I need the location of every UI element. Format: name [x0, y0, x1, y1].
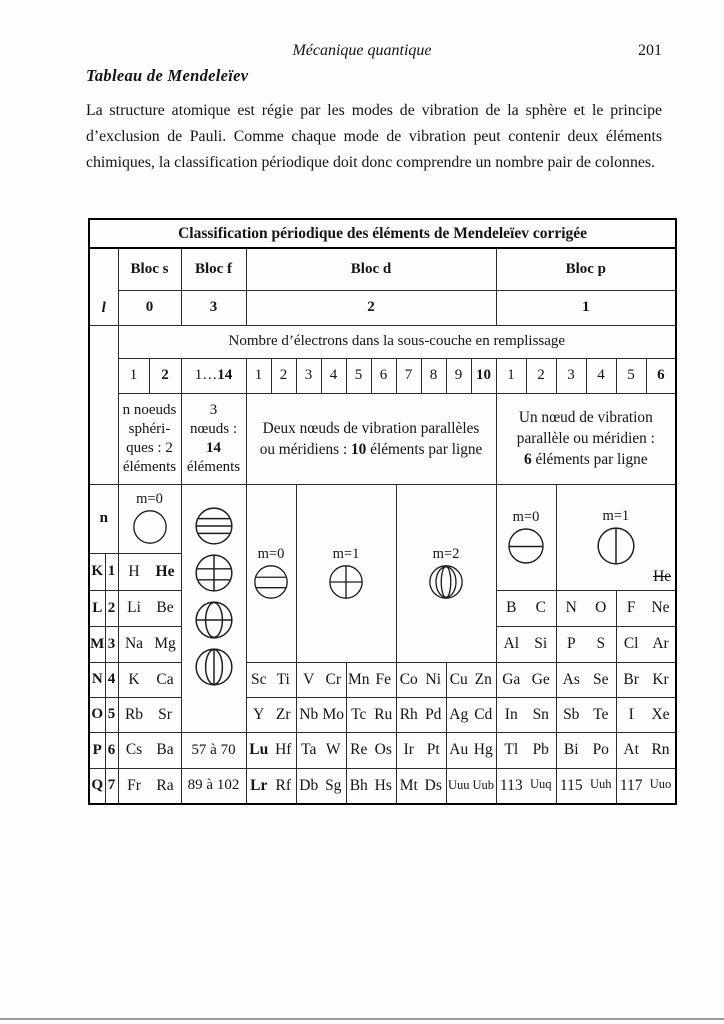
count-p: 1 — [496, 358, 526, 393]
d-element-pair — [346, 697, 396, 732]
element-symbol: Ne — [651, 599, 670, 616]
element-symbol: Na — [124, 635, 144, 652]
d-element-pair — [296, 732, 346, 768]
d-element-pair — [446, 732, 496, 768]
element-symbol: Uuh — [589, 776, 612, 791]
p-element-pair — [556, 768, 616, 804]
count-f-pre: 1… — [194, 367, 218, 383]
d-element-pair — [246, 697, 296, 732]
p-element-pair — [496, 626, 556, 662]
f-modes-cell — [181, 484, 246, 732]
element-symbol: Ga — [502, 670, 521, 688]
d-element-pair — [296, 697, 346, 732]
element-symbol: Ta — [301, 741, 317, 758]
sphere-plain-icon — [131, 508, 169, 546]
element-symbol: In — [504, 705, 518, 723]
count-d: 8 — [421, 358, 446, 393]
count-s-2: 2 — [149, 358, 181, 393]
section-heading: Tableau de Mendeleïev — [86, 66, 249, 85]
bloc-p-header: Bloc p — [496, 248, 676, 290]
sphere-1-parallel-icon — [506, 526, 546, 566]
element-symbol: Ge — [531, 670, 550, 688]
d-element-pair — [296, 662, 346, 697]
count-s-1: 1 — [118, 358, 149, 393]
element-symbol: Cl — [623, 635, 639, 652]
p-element-pair — [616, 590, 676, 626]
desc-s-line: ques : 2 — [126, 439, 173, 456]
sphere-2-parallels-1-meridian-icon — [193, 552, 235, 594]
m0-label: m=0 — [512, 508, 540, 525]
element-symbol: Pd — [425, 705, 442, 723]
element-symbol: Rn — [651, 741, 670, 758]
element-symbol: 117 — [619, 776, 643, 794]
p-mode-m1-cell — [556, 484, 676, 590]
element-symbol: Te — [593, 705, 609, 723]
l-row-label: l — [89, 248, 118, 325]
element-symbol: H — [128, 562, 140, 580]
element-symbol: Br — [623, 670, 639, 688]
sphere-2-parallels-icon — [252, 563, 290, 601]
desc-p-line2: parallèle ou méridien : — [516, 430, 655, 447]
element-symbol: Pt — [426, 741, 440, 758]
shell-number: 1 — [105, 553, 118, 590]
element-symbol: Db — [299, 776, 319, 794]
p-element-pair — [616, 626, 676, 662]
p-element-pair — [616, 768, 676, 804]
element-symbol: Ra — [156, 776, 174, 794]
element-symbol: Pb — [532, 741, 549, 758]
element-symbol: Xe — [651, 705, 670, 723]
shell-number: 6 — [105, 732, 118, 768]
d-element-pair — [396, 697, 446, 732]
count-d: 5 — [346, 358, 371, 393]
p-element-pair — [496, 732, 556, 768]
element-symbol: Li — [127, 599, 141, 616]
shell-letter: L — [89, 590, 105, 626]
d-element-pair — [396, 662, 446, 697]
element-symbol: Ti — [276, 670, 290, 688]
element-symbol: S — [596, 635, 606, 652]
page-number: 201 — [638, 42, 662, 59]
sphere-2-meridians-icon — [427, 563, 465, 601]
s-elements-row — [118, 697, 181, 732]
f-range-actinides: 89 à 102 — [181, 768, 246, 804]
p-element-pair — [616, 697, 676, 732]
element-symbol: Ar — [652, 635, 669, 652]
element-symbol: Y — [253, 705, 265, 723]
d-element-pair — [346, 662, 396, 697]
element-symbol: Tl — [504, 741, 519, 758]
p-element-pair — [556, 697, 616, 732]
element-symbol: Re — [350, 741, 368, 758]
s-elements-row — [118, 626, 181, 662]
p-mode-m0-cell — [496, 484, 556, 590]
mendeleev-table — [88, 218, 677, 805]
subshell-header: Nombre d’électrons dans la sous-couche en remplissage — [118, 325, 676, 358]
count-p: 5 — [616, 358, 646, 393]
element-symbol: Bi — [563, 741, 579, 758]
element-symbol: Sb — [563, 705, 580, 723]
count-d: 6 — [371, 358, 396, 393]
count-p: 2 — [526, 358, 556, 393]
element-symbol: Ru — [374, 705, 393, 723]
d-element-pair — [346, 732, 396, 768]
count-f — [181, 358, 246, 393]
table-title: Classification périodique des éléments de Mendeleïev corrigée — [89, 219, 676, 248]
shell-letter: N — [89, 662, 105, 697]
count-d: 2 — [271, 358, 296, 393]
shell-number: 7 — [105, 768, 118, 804]
element-symbol: Cs — [125, 741, 143, 758]
element-symbol: F — [626, 599, 636, 616]
s-elements-row — [118, 590, 181, 626]
element-symbol: I — [628, 705, 634, 723]
bloc-f-header: Bloc f — [181, 248, 246, 290]
element-symbol: Se — [593, 670, 609, 688]
d-element-pair — [446, 662, 496, 697]
count-p: 4 — [586, 358, 616, 393]
shell-number: 5 — [105, 697, 118, 732]
element-symbol: Po — [592, 741, 609, 758]
element-symbol: 113 — [499, 776, 523, 794]
element-symbol: Sn — [532, 705, 549, 723]
element-symbol: Hg — [473, 741, 493, 758]
desc-d-line2-post: éléments par ligne — [366, 440, 483, 458]
d-mode-m1-cell — [296, 484, 396, 662]
scan-edge-line — [0, 1018, 724, 1020]
bloc-s-header: Bloc s — [118, 248, 181, 290]
d-element-pair — [396, 732, 446, 768]
desc-p-line1: Un nœud de vibration — [518, 409, 653, 426]
desc-d-line1: Deux nœuds de vibration parallèles — [262, 419, 480, 437]
element-symbol: Tc — [351, 705, 367, 723]
desc-s-line: n noeuds — [122, 401, 177, 418]
p-element-pair — [496, 697, 556, 732]
count-d: 7 — [396, 358, 421, 393]
element-symbol: Ir — [403, 741, 414, 758]
element-symbol: Rf — [275, 776, 291, 794]
shell-number: 2 — [105, 590, 118, 626]
element-symbol: Sr — [158, 705, 172, 723]
n-row-label: n — [89, 484, 118, 553]
bloc-d-header: Bloc d — [246, 248, 496, 290]
count-d: 1 — [246, 358, 271, 393]
desc-d-count: 10 — [351, 440, 367, 458]
m0-label: m=0 — [136, 491, 163, 507]
element-symbol: Uuu — [447, 778, 470, 793]
f-range-lanthanides: 57 à 70 — [181, 732, 246, 768]
l-value-p: 1 — [496, 290, 676, 325]
sphere-1-meridian-icon — [595, 525, 637, 567]
sphere-3-meridians-icon — [193, 646, 235, 688]
d-mode-m2-cell — [396, 484, 496, 662]
element-symbol: He — [155, 562, 175, 580]
s-elements-row — [118, 768, 181, 804]
element-symbol: At — [623, 741, 639, 758]
element-symbol: Cd — [474, 705, 493, 723]
desc-d-line2-pre: ou méridiens : — [259, 440, 352, 458]
d-element-pair — [346, 768, 396, 804]
element-symbol: Ca — [156, 670, 174, 688]
element-symbol: V — [303, 670, 315, 688]
s-elements-row — [118, 732, 181, 768]
d-mode-m0-cell — [246, 484, 296, 662]
shell-letter: Q — [89, 768, 105, 804]
intro-paragraph: La structure atomique est régie par les modes de vibration de la sphère et le principe d’exclusion de Pauli. Comme chaque mode de vibration peut contenir deux éléments chimiques, la classification périodique doit donc comprendre un nombre pair de colonnes. — [86, 102, 662, 171]
count-d-max: 10 — [471, 358, 496, 393]
count-p-max: 6 — [646, 358, 676, 393]
element-symbol: Hf — [275, 741, 292, 758]
shell-number: 3 — [105, 626, 118, 662]
desc-f-line: 3 — [209, 401, 218, 418]
stub-empty-cell — [89, 325, 118, 484]
element-symbol: Ds — [424, 776, 442, 794]
element-symbol: O — [595, 599, 607, 616]
p-element-pair — [616, 732, 676, 768]
count-f-max: 14 — [217, 367, 233, 383]
desc-f-count: 14 — [206, 439, 221, 456]
m1-label: m=1 — [602, 507, 630, 524]
desc-bloc-s — [118, 393, 181, 484]
l-value-f: 3 — [181, 290, 246, 325]
desc-bloc-p — [496, 393, 676, 484]
element-symbol: Mt — [399, 776, 418, 794]
element-symbol: Uuq — [529, 776, 552, 791]
desc-s-line: sphéri- — [128, 420, 171, 437]
l-value-d: 2 — [246, 290, 496, 325]
element-symbol: Uub — [472, 778, 495, 793]
element-symbol: Mg — [154, 635, 176, 652]
element-symbol: Au — [449, 741, 469, 758]
element-symbol: P — [566, 635, 576, 652]
element-symbol: Bh — [349, 776, 368, 794]
m2-label: m=2 — [432, 545, 460, 562]
p-element-pair — [556, 732, 616, 768]
element-symbol: Kr — [652, 670, 669, 688]
element-symbol: Os — [374, 741, 392, 758]
element-symbol: Cu — [449, 670, 468, 688]
count-d: 9 — [446, 358, 471, 393]
element-symbol: C — [535, 599, 546, 616]
desc-s-line: éléments — [122, 458, 177, 475]
count-d: 4 — [321, 358, 346, 393]
shell-letter: M — [89, 626, 105, 662]
p-element-pair — [556, 662, 616, 697]
desc-p-count: 6 — [524, 451, 532, 468]
element-symbol: N — [565, 599, 577, 616]
element-symbol: Rb — [124, 705, 144, 723]
p-element-pair — [496, 590, 556, 626]
element-symbol: Mn — [347, 670, 370, 688]
p-element-pair — [496, 662, 556, 697]
p-element-pair — [556, 626, 616, 662]
element-symbol: As — [562, 670, 580, 688]
element-symbol: Ag — [449, 705, 469, 723]
p-element-pair — [556, 590, 616, 626]
l-value-s: 0 — [118, 290, 181, 325]
element-symbol: 115 — [559, 776, 583, 794]
running-title: Mécanique quantique — [292, 42, 432, 59]
p-element-pair — [496, 768, 556, 804]
desc-bloc-f — [181, 393, 246, 484]
d-element-pair — [446, 697, 496, 732]
element-symbol: Sc — [251, 670, 267, 688]
desc-bloc-d — [246, 393, 496, 484]
element-symbol: Zr — [275, 705, 291, 723]
count-d: 3 — [296, 358, 321, 393]
element-symbol: Sg — [325, 776, 342, 794]
d-element-pair — [246, 768, 296, 804]
element-symbol: Hs — [374, 776, 392, 794]
desc-f-line: éléments — [186, 458, 241, 475]
m1-label: m=1 — [332, 545, 360, 562]
p-element-pair — [616, 662, 676, 697]
shell-letter: K — [89, 553, 105, 590]
element-symbol: Uuo — [649, 776, 672, 791]
element-symbol: Zn — [474, 670, 492, 688]
element-symbol: Cr — [325, 670, 341, 688]
element-symbol: Co — [399, 670, 418, 688]
helium-crossed-out: He — [653, 567, 672, 585]
element-symbol: Si — [534, 635, 548, 652]
d-element-pair — [296, 768, 346, 804]
element-symbol: B — [506, 599, 517, 616]
element-symbol: Fr — [127, 776, 141, 794]
d-element-pair — [446, 768, 496, 804]
element-symbol: Ni — [425, 670, 441, 688]
shell-number: 4 — [105, 662, 118, 697]
m0-label: m=0 — [257, 545, 285, 562]
element-symbol: Nb — [299, 705, 319, 723]
element-symbol: Rh — [399, 705, 418, 723]
element-symbol: Lu — [249, 741, 269, 758]
element-symbol: Al — [503, 635, 519, 652]
shell-letter: P — [89, 732, 105, 768]
sphere-1-parallel-2-meridians-icon — [193, 599, 235, 641]
shell-letter: O — [89, 697, 105, 732]
element-symbol: Be — [156, 599, 174, 616]
sphere-cross-icon — [327, 563, 365, 601]
element-symbol: K — [128, 670, 140, 688]
element-symbol: Lr — [250, 776, 268, 794]
desc-f-line: nœuds : — [189, 420, 238, 437]
d-element-pair — [396, 768, 446, 804]
s-elements-row — [118, 662, 181, 697]
d-element-pair — [246, 732, 296, 768]
s-elements-row — [118, 553, 181, 590]
element-symbol: Ba — [156, 741, 174, 758]
count-p: 3 — [556, 358, 586, 393]
element-symbol: Mo — [322, 705, 345, 723]
d-element-pair — [246, 662, 296, 697]
sphere-3-parallels-icon — [193, 505, 235, 547]
element-symbol: Fe — [375, 670, 391, 688]
element-symbol: W — [325, 741, 341, 758]
s-mode-m0-cell — [118, 484, 181, 553]
desc-p-line3-post: éléments par ligne — [531, 451, 648, 468]
